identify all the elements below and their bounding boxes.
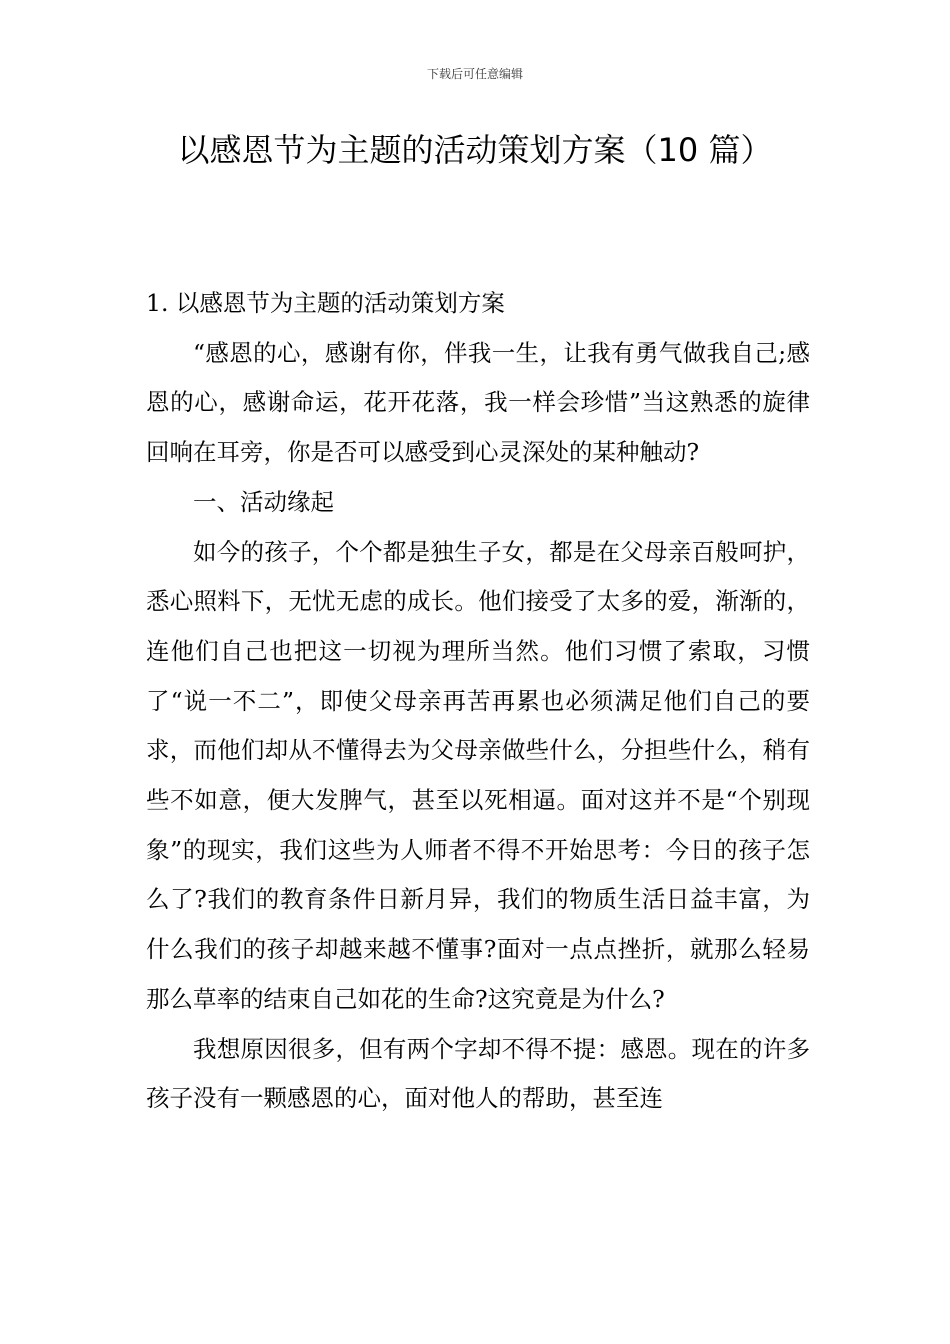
document-title: 以感恩节为主题的活动策划方案（10 篇） <box>177 131 773 169</box>
document-body <box>146 279 810 1124</box>
paragraph-children-today: 如今的孩子，个个都是独生子女，都是在父母亲百般呵护，悉心照料下，无忧无虑的成长。他们接受了太多的爱，渐渐的，连他们自己也把这一切视为理所当然。他们习惯了索取，习惯了“说一不二”，即使父母亲再苦再累也必须满足他们自己的要求，而他们却从不懂得去为父母亲做些什么，分担些什么，稍有些不如意，便大发脾气，甚至以死相逼。面对这并不是“个别现象”的现实，我们这些为人师者不得不开始思考：今日的孩子怎么了?我们的教育条件日新月异，我们的物质生活日益丰富，为什么我们的孩子却越来越不懂事?面对一点点挫折，就那么轻易那么草率的结束自己如花的生命?这究竟是为什么? <box>146 537 810 1013</box>
header-note: 下载后可任意编辑 <box>426 67 523 81</box>
subheading-activity-origin: 一、活动缘起 <box>193 487 334 516</box>
paragraph-gratitude-reason: 我想原因很多，但有两个字却不得不提：感恩。现在的许多孩子没有一颗感恩的心，面对他人的帮助，甚至连 <box>146 1034 810 1113</box>
paragraph-intro-quote: “感恩的心，感谢有你，伴我一生，让我有勇气做我自己;感恩的心，感谢命运，花开花落，我一样会珍惜”当这熟悉的旋律回响在耳旁，你是否可以感受到心灵深处的某种触动? <box>146 338 810 467</box>
section-heading: 1. 以感恩节为主题的活动策划方案 <box>146 289 505 317</box>
